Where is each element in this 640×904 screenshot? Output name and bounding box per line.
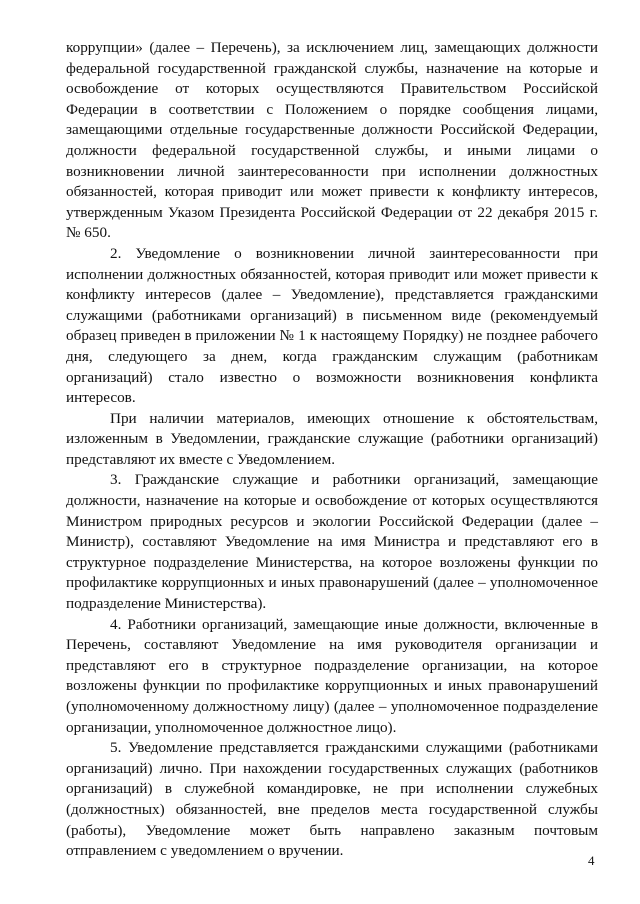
- paragraph-continuation: коррупции» (далее – Перечень), за исключением лиц, замещающих должности федеральной государственной гражданской службы, назначение на которые и освобождение от которых осуществляются Правительством Российской Федерации в соответствии с Положением о порядке сообщения лицами, замещающими отдельные государственные должности Российской Федерации, должности федеральной государственной службы, и иными лицами о возникновении личной заинтересованности при исполнении должностных обязанностей, которая приводит или может привести к конфликту интересов, утвержденным Указом Президента Российской Федерации от 22 декабря 2015 г. № 650.: [66, 39, 598, 242]
- page-number: 4: [588, 853, 595, 868]
- paragraph-item-4: 4. Работники организаций, замещающие иные должности, включенные в Перечень, составляют Уведомление на имя руководителя организации и представляют его в структурное подразделение организации, на которое возложены функции по профилактике коррупционных и иных правонарушений (уполномоченному должностному лицу) (далее – уполномоченное подразделение организации, уполномоченное должностное лицо).: [66, 615, 598, 736]
- document-body: [66, 38, 598, 862]
- paragraph-item-5: 5. Уведомление представляется гражданскими служащими (работниками организаций) лично. При нахождении государственных служащих (работников организаций) в служебной командировке, не при исполнении служебных (должностных) обязанностей, вне пределов места государственной службы (работы), Уведомление может быть направлено заказным почтовым отправлением с уведомлением о вручении.: [66, 739, 598, 860]
- paragraph-item-3: 3. Гражданские служащие и работники организаций, замещающие должности, назначение на которые и освобождение от которых осуществляются Министром природных ресурсов и экологии Российской Федерации (далее – Министр), составляют Уведомление на имя Министра и представляют его в структурное подразделение Министерства, на которое возложены функции по профилактике коррупционных и иных правонарушений (далее – уполномоченное подразделение Министерства).: [66, 471, 598, 613]
- paragraph-item-2: 2. Уведомление о возникновении личной заинтересованности при исполнении должностных обязанностей, которая приводит или может привести к конфликту интересов (далее – Уведомление), представляется гражданскими служащими (работниками организаций) в письменном виде (рекомендуемый образец приведен в приложении № 1 к настоящему Порядку) не позднее рабочего дня, следующего за днем, когда гражданским служащим (работникам организаций) стало известно о возможности возникновения конфликта интересов.: [66, 244, 598, 407]
- paragraph-materials: При наличии материалов, имеющих отношение к обстоятельствам, изложенным в Уведомлении, гражданские служащие (работники организаций) представляют их вместе с Уведомлением.: [66, 409, 598, 468]
